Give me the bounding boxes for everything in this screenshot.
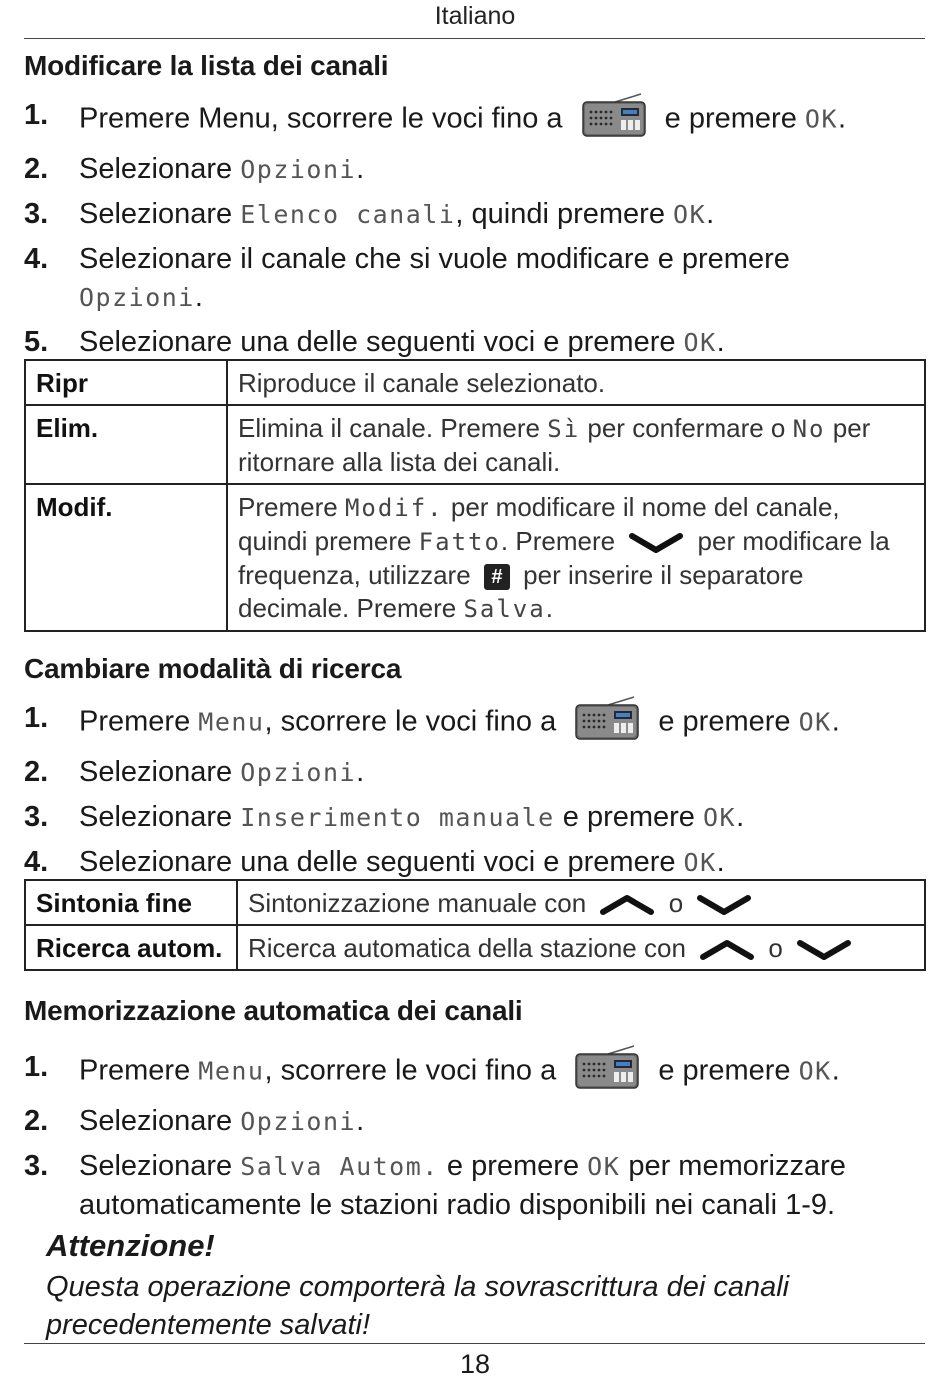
- table-row: [25, 360, 925, 405]
- options-table-search: [24, 879, 926, 971]
- step-item: [24, 753, 924, 792]
- step-item: [24, 96, 924, 144]
- step-number: 3.: [24, 801, 49, 833]
- menu-option-label: Elenco canali: [240, 200, 456, 229]
- option-description: [227, 484, 925, 631]
- desc-text: o: [768, 933, 783, 963]
- yes-label: Sì: [547, 415, 581, 443]
- desc-text: per modificare il nome del canale, quindi premere: [238, 492, 840, 556]
- ok-label: OK: [804, 104, 838, 134]
- salva-label: Salva: [463, 595, 546, 623]
- punctuation: .: [194, 281, 203, 313]
- chevron-up-icon: [699, 939, 755, 961]
- ok-label: OK: [703, 803, 737, 832]
- option-key: Ripr: [25, 360, 227, 405]
- step-text: Selezionare: [79, 1105, 233, 1137]
- ok-label: OK: [683, 848, 717, 877]
- step-item: [24, 323, 924, 362]
- option-key: Ricerca autom.: [25, 925, 237, 970]
- option-description: [237, 880, 925, 925]
- chevron-down-icon: [696, 894, 752, 916]
- no-label: No: [792, 415, 826, 443]
- punctuation: .: [838, 102, 847, 135]
- page-header-language: Italiano: [434, 2, 516, 30]
- chevron-up-icon: [599, 894, 655, 916]
- radio-menu-icon: [574, 1044, 640, 1092]
- step-number: 1.: [24, 99, 49, 131]
- step-text: per memorizzare automaticamente le stazioni radio disponibili nei canali 1-9.: [79, 1150, 846, 1221]
- menu-option-label: Salva Autom.: [240, 1152, 439, 1181]
- ok-label: OK: [798, 1056, 832, 1086]
- radio-menu-icon: [581, 92, 647, 140]
- punctuation: .: [545, 593, 553, 623]
- step-number: 1.: [24, 702, 49, 734]
- step-number: 2.: [24, 153, 49, 185]
- step-text: , scorrere le voci fino a: [264, 1054, 557, 1087]
- desc-text: per modificare la frequenza, utilizzare: [238, 526, 890, 590]
- step-text: Premere Menu, scorrere le voci fino a: [79, 102, 563, 135]
- step-number: 3.: [24, 1150, 49, 1182]
- step-text: Premere: [79, 1054, 191, 1087]
- chevron-down-icon: [628, 532, 684, 554]
- ok-label: OK: [683, 328, 717, 357]
- step-text: Selezionare: [79, 198, 233, 230]
- option-description: [227, 405, 925, 484]
- table-row: [25, 925, 925, 970]
- step-number: 2.: [24, 756, 49, 788]
- table-row: [25, 880, 925, 925]
- desc-text: Elimina il canale. Premere: [238, 413, 541, 443]
- step-item: [24, 150, 924, 189]
- chevron-down-icon: [796, 939, 852, 961]
- step-text: Selezionare: [79, 153, 233, 185]
- section-title-search-mode: Cambiare modalità di ricerca: [24, 653, 402, 684]
- warning-text: Questa operazione comporterà la sovrascrittura dei canali precedentemente salvati!: [46, 1271, 790, 1341]
- punctuation: .: [356, 153, 365, 185]
- step-text: Selezionare il canale che si vuole modificare e premere: [79, 243, 790, 275]
- menu-label: Menu: [198, 707, 265, 737]
- option-key: Sintonia fine: [25, 880, 237, 925]
- option-description: [237, 925, 925, 970]
- desc-text: per confermare o: [587, 413, 786, 443]
- step-text: e premere: [446, 1150, 580, 1182]
- ok-label: OK: [673, 200, 707, 229]
- step-item: [24, 240, 924, 317]
- step-number: 3.: [24, 198, 49, 230]
- header-divider: [24, 38, 925, 39]
- step-number: 5.: [24, 326, 49, 358]
- step-text: , quindi premere: [455, 198, 665, 230]
- hash-key-icon: #: [484, 564, 510, 590]
- section-title-edit-channels: Modificare la lista dei canali: [24, 50, 389, 81]
- warning-title: Attenzione!: [46, 1228, 215, 1263]
- step-text: Selezionare: [79, 1150, 233, 1182]
- punctuation: .: [716, 846, 725, 878]
- radio-menu-icon: [574, 695, 640, 743]
- step-text: Selezionare una delle seguenti voci e premere: [79, 846, 676, 878]
- punctuation: .: [831, 1054, 840, 1087]
- step-number: 4.: [24, 846, 49, 878]
- menu-option-label: Opzioni: [240, 155, 357, 184]
- step-number: 2.: [24, 1105, 49, 1137]
- step-item: [24, 843, 924, 882]
- menu-option-label: Inserimento manuale: [240, 803, 555, 832]
- option-key: Elim.: [25, 405, 227, 484]
- desc-text: Ricerca automatica della stazione con: [248, 933, 686, 963]
- step-text: Selezionare: [79, 756, 233, 788]
- punctuation: .: [831, 705, 840, 738]
- options-table-edit: [24, 359, 926, 632]
- step-item: [24, 1147, 924, 1224]
- step-text: e premere: [664, 102, 797, 135]
- option-key: Modif.: [25, 484, 227, 631]
- step-text: Selezionare: [79, 801, 233, 833]
- step-item: [24, 1102, 924, 1141]
- menu-option-label: Opzioni: [240, 758, 357, 787]
- menu-label: Menu: [198, 1056, 265, 1086]
- modif-label: Modif.: [344, 494, 444, 522]
- menu-option-label: Opzioni: [79, 283, 195, 312]
- desc-text: . Premere: [500, 526, 616, 556]
- section-title-auto-store: Memorizzazione automatica dei canali: [24, 995, 523, 1026]
- ok-label: OK: [587, 1152, 621, 1181]
- steps-edit-channels: [24, 96, 924, 368]
- page-number: 18: [459, 1349, 491, 1379]
- step-text: e premere: [562, 801, 695, 833]
- desc-text: per ritornare alla lista dei canali.: [238, 413, 871, 477]
- menu-option-label: Opzioni: [240, 1107, 357, 1136]
- table-row: [25, 484, 925, 631]
- option-description: Riproduce il canale selezionato.: [227, 360, 925, 405]
- punctuation: .: [716, 326, 725, 358]
- punctuation: .: [736, 801, 745, 833]
- step-text: e premere: [658, 705, 791, 738]
- fatto-label: Fatto: [418, 528, 501, 556]
- step-text: e premere: [658, 1054, 791, 1087]
- steps-search-mode: [24, 699, 924, 888]
- step-item: [24, 798, 924, 837]
- step-item: [24, 699, 924, 747]
- desc-text: per inserire il separatore decimale. Premere: [238, 560, 804, 623]
- step-number: 1.: [24, 1051, 49, 1083]
- desc-text: o: [668, 888, 684, 918]
- step-text: Premere: [79, 705, 191, 738]
- step-item: [24, 195, 924, 234]
- step-text: , scorrere le voci fino a: [264, 705, 557, 738]
- steps-auto-store: [24, 1048, 924, 1230]
- punctuation: .: [706, 198, 715, 230]
- ok-label: OK: [798, 707, 832, 737]
- desc-text: Premere: [238, 492, 338, 522]
- punctuation: .: [356, 1105, 365, 1137]
- footer-divider: [24, 1343, 925, 1344]
- table-row: [25, 405, 925, 484]
- punctuation: .: [356, 756, 365, 788]
- step-number: 4.: [24, 243, 49, 275]
- desc-text: Sintonizzazione manuale con: [248, 888, 587, 918]
- step-text: Selezionare una delle seguenti voci e premere: [79, 326, 676, 358]
- step-item: [24, 1048, 924, 1096]
